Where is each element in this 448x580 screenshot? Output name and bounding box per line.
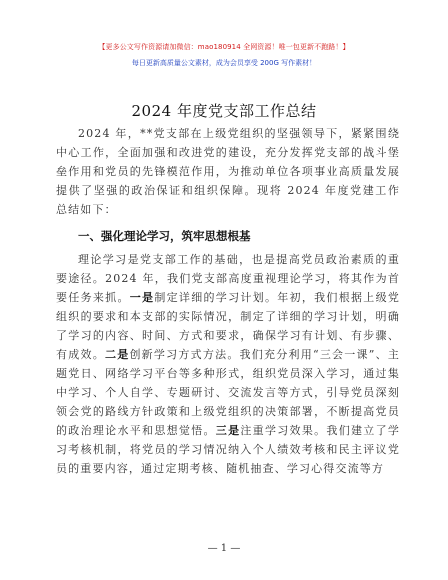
page-number: — 1 — <box>207 543 241 554</box>
promo-banner-blue: 每日更新高质量公文素材，成为会员享受 200G 写作素材！ <box>131 59 317 67</box>
document-title: 2024 年度党支部工作总结 <box>131 102 317 120</box>
point-text: 制定详细的学习计划。年初，我们根据上级党组织的要求和本支部的实际情况，制定了详细的学习计划，明确了学习的内容、时间、方式和要求，确保学习有计划、有步骤、有成效。 <box>56 291 401 361</box>
point-text: 注重学习效果。我们建立了学习考核机制，将党员的学习情况纳入个人绩效考核和民主评议党员的重要内容，通过定期考核、随机抽查、学习心得交流等方 <box>56 424 401 475</box>
point-text: 创新学习方式方法。我们充分利用“三会一课”、主题党日、网络学习平台等多种形式，组织党员深入学习，通过集中学习、个人自学、专题研讨、交流发言等方式，引导党员深刻领会党的路线方针政策和上级党组织的决策部署，不断提高党员的政治理论水平和思想觉悟。 <box>56 348 400 437</box>
section-paragraph <box>56 250 400 478</box>
point-label: 二是 <box>104 348 130 361</box>
point-label: 三是 <box>215 424 241 437</box>
section-heading: 一、强化理论学习，筑牢思想根基 <box>78 229 251 243</box>
section-intro-text: 理论学习是党支部工作的基础，也是提高党员政治素质的重要途径。2024 年，我们党支部高度重视理论学习，将其作为首要任务来抓。 <box>56 253 400 304</box>
intro-paragraph: 2024 年，**党支部在上级党组织的坚强领导下，紧紧围绕中心工作，全面加强和改进党的建设，充分发挥党支部的战斗堡垒作用和党员的先锋模范作用，为推动单位各项事业高质量发展提供了坚强的政治保证和组织保障。现将 2024 年度党建工作总结如下： <box>56 127 400 216</box>
point-label: 一是 <box>129 291 155 304</box>
promo-banner-red: 【更多公文写作资源请加微信：mao180914 全网资源！唯一包更新不跑路！】 <box>98 43 350 51</box>
